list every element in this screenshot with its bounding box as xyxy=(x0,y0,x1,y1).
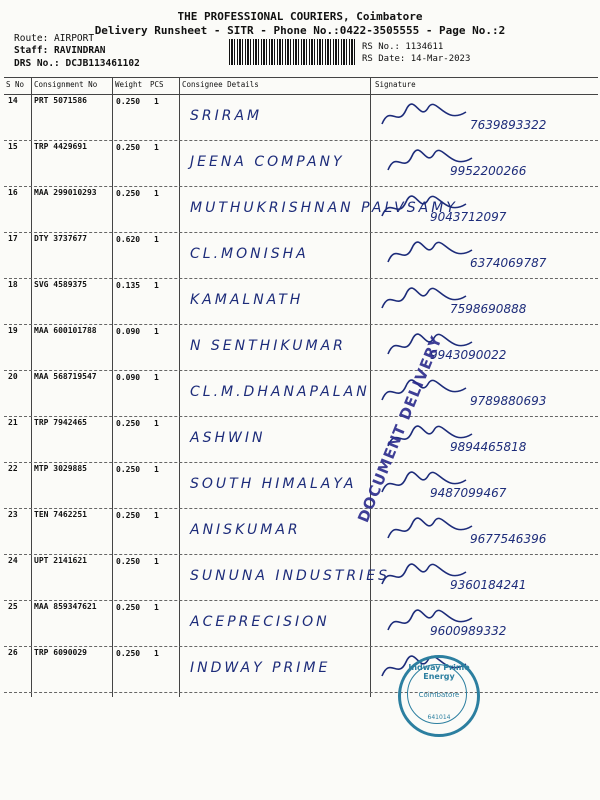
seal-company-name: Indway Prime Energy xyxy=(408,663,470,681)
column-divider xyxy=(179,77,180,697)
row-sno: 24 xyxy=(8,556,18,565)
row-signature-phone: 9487099467 xyxy=(430,486,507,500)
row-signature-phone: 9952200266 xyxy=(450,164,527,178)
row-consignment-no: MTP 3029885 xyxy=(34,464,87,473)
row-separator xyxy=(4,232,598,233)
table-top-border xyxy=(4,77,598,78)
row-separator xyxy=(4,692,598,693)
row-weight: 0.135 xyxy=(116,281,141,290)
row-pcs: 1 xyxy=(154,603,159,612)
row-consignment-no: UPT 2141621 xyxy=(34,556,87,565)
row-sno: 22 xyxy=(8,464,18,473)
row-consignment-no: TRP 4429691 xyxy=(34,142,87,151)
row-consignee-name: JEENA COMPANY xyxy=(190,154,345,170)
row-consignee-name: SRIRAM xyxy=(190,108,263,124)
seal-pincode: 641014 xyxy=(427,714,451,721)
row-consignee-name: ASHWIN xyxy=(190,430,266,446)
rs-date: RS Date: 14-Mar-2023 xyxy=(362,54,471,64)
row-pcs: 1 xyxy=(154,143,159,152)
row-sno: 18 xyxy=(8,280,18,289)
row-separator xyxy=(4,324,598,325)
signature-scribble xyxy=(380,284,470,314)
col-header-weight: Weight xyxy=(115,80,143,89)
row-consignment-no: DTY 3737677 xyxy=(34,234,87,243)
col-header-consignment: Consignment No xyxy=(34,80,98,89)
row-pcs: 1 xyxy=(154,281,159,290)
row-signature-phone: 9789880693 xyxy=(470,394,547,408)
row-pcs: 1 xyxy=(154,465,159,474)
row-weight: 0.250 xyxy=(116,143,141,152)
signature-scribble xyxy=(386,606,476,636)
col-header-sno: S No xyxy=(6,80,25,89)
row-weight: 0.250 xyxy=(116,511,141,520)
signature-scribble xyxy=(386,146,476,176)
row-weight: 0.620 xyxy=(116,235,141,244)
row-pcs: 1 xyxy=(154,511,159,520)
signature-scribble xyxy=(386,238,476,268)
col-header-signature: Signature xyxy=(375,80,416,89)
row-signature-phone: 9677546396 xyxy=(470,532,547,546)
row-sno: 20 xyxy=(8,372,18,381)
row-sno: 19 xyxy=(8,326,18,335)
row-pcs: 1 xyxy=(154,235,159,244)
row-weight: 0.250 xyxy=(116,649,141,658)
row-consignee-name: ACEPRECISION xyxy=(190,614,330,630)
signature-scribble xyxy=(380,468,470,498)
row-signature-phone: 9043712097 xyxy=(430,210,507,224)
company-seal xyxy=(398,655,480,737)
row-separator xyxy=(4,600,598,601)
row-sno: 23 xyxy=(8,510,18,519)
signature-scribble xyxy=(380,192,470,222)
row-signature-phone: 9600989332 xyxy=(430,624,507,638)
document-delivery-stamp: DOCUMENT DELIVERY xyxy=(354,332,446,526)
row-pcs: 1 xyxy=(154,373,159,382)
row-weight: 0.250 xyxy=(116,465,141,474)
row-signature-phone: 9894465818 xyxy=(450,440,527,454)
row-weight: 0.250 xyxy=(116,419,141,428)
barcode xyxy=(229,39,357,65)
signature-scribble xyxy=(380,560,470,590)
row-sno: 16 xyxy=(8,188,18,197)
row-sno: 14 xyxy=(8,96,18,105)
rs-number: RS No.: 1134611 xyxy=(362,42,444,52)
row-weight: 0.250 xyxy=(116,97,141,106)
col-header-consignee: Consignee Details xyxy=(182,80,259,89)
row-consignment-no: TRP 7942465 xyxy=(34,418,87,427)
table-header-border xyxy=(4,94,598,95)
staff-label: Staff: RAVINDRAN xyxy=(14,45,106,56)
row-consignment-no: MAA 600101788 xyxy=(34,326,97,335)
row-pcs: 1 xyxy=(154,189,159,198)
row-consignment-no: TRP 6090029 xyxy=(34,648,87,657)
row-sno: 21 xyxy=(8,418,18,427)
row-consignee-name: CL.MONISHA xyxy=(190,246,309,262)
col-header-pcs: PCS xyxy=(150,80,164,89)
row-separator xyxy=(4,462,598,463)
row-consignment-no: MAA 859347621 xyxy=(34,602,97,611)
row-separator xyxy=(4,554,598,555)
row-weight: 0.090 xyxy=(116,327,141,336)
row-sno: 15 xyxy=(8,142,18,151)
row-sno: 26 xyxy=(8,648,18,657)
document-title: THE PROFESSIONAL COURIERS, Coimbatore xyxy=(177,10,423,23)
row-consignment-no: SVG 4589375 xyxy=(34,280,87,289)
row-consignee-name: SOUTH HIMALAYA xyxy=(190,476,357,492)
column-divider xyxy=(31,77,32,697)
column-divider xyxy=(370,77,371,697)
row-signature-phone: 9360184241 xyxy=(450,578,527,592)
route-label: Route: AIRPORT xyxy=(14,33,95,44)
row-consignment-no: MAA 568719547 xyxy=(34,372,97,381)
row-weight: 0.250 xyxy=(116,189,141,198)
row-weight: 0.250 xyxy=(116,603,141,612)
row-pcs: 1 xyxy=(154,649,159,658)
row-separator xyxy=(4,646,598,647)
signature-scribble xyxy=(380,100,470,130)
row-sno: 25 xyxy=(8,602,18,611)
row-signature-phone: 6374069787 xyxy=(470,256,547,270)
row-consignee-name: SUNUNA INDUSTRIES xyxy=(190,568,391,584)
row-separator xyxy=(4,140,598,141)
row-separator xyxy=(4,508,598,509)
signature-scribble xyxy=(386,514,476,544)
row-pcs: 1 xyxy=(154,97,159,106)
row-consignment-no: MAA 299010293 xyxy=(34,188,97,197)
row-sno: 17 xyxy=(8,234,18,243)
row-signature-phone: 7639893322 xyxy=(470,118,547,132)
row-consignment-no: TEN 7462251 xyxy=(34,510,87,519)
row-pcs: 1 xyxy=(154,557,159,566)
row-pcs: 1 xyxy=(154,419,159,428)
row-weight: 0.090 xyxy=(116,373,141,382)
row-consignee-name: ANISKUMAR xyxy=(190,522,301,538)
row-consignee-name: KAMALNATH xyxy=(190,292,304,308)
row-signature-phone: 7598690888 xyxy=(450,302,527,316)
row-separator xyxy=(4,416,598,417)
column-divider xyxy=(112,77,113,697)
row-weight: 0.250 xyxy=(116,557,141,566)
row-separator xyxy=(4,278,598,279)
document-subtitle: Delivery Runsheet - SITR - Phone No.:0422-3505555 - Page No.:2 xyxy=(94,24,506,37)
row-consignee-name: INDWAY PRIME xyxy=(190,660,331,676)
row-signature-phone: 9943090022 xyxy=(430,348,507,362)
seal-city: Coimbatore xyxy=(418,691,460,699)
drs-number: DRS No.: DCJB113461102 xyxy=(14,58,140,69)
row-separator xyxy=(4,370,598,371)
row-consignee-name: N SENTHIKUMAR xyxy=(190,338,346,354)
row-pcs: 1 xyxy=(154,327,159,336)
row-consignment-no: PRT 5071586 xyxy=(34,96,87,105)
row-consignee-name: CL.M.DHANAPALAN xyxy=(190,384,370,400)
row-consignee-name: MUTHUKRISHNAN PALVSAMY xyxy=(190,200,458,216)
row-separator xyxy=(4,186,598,187)
